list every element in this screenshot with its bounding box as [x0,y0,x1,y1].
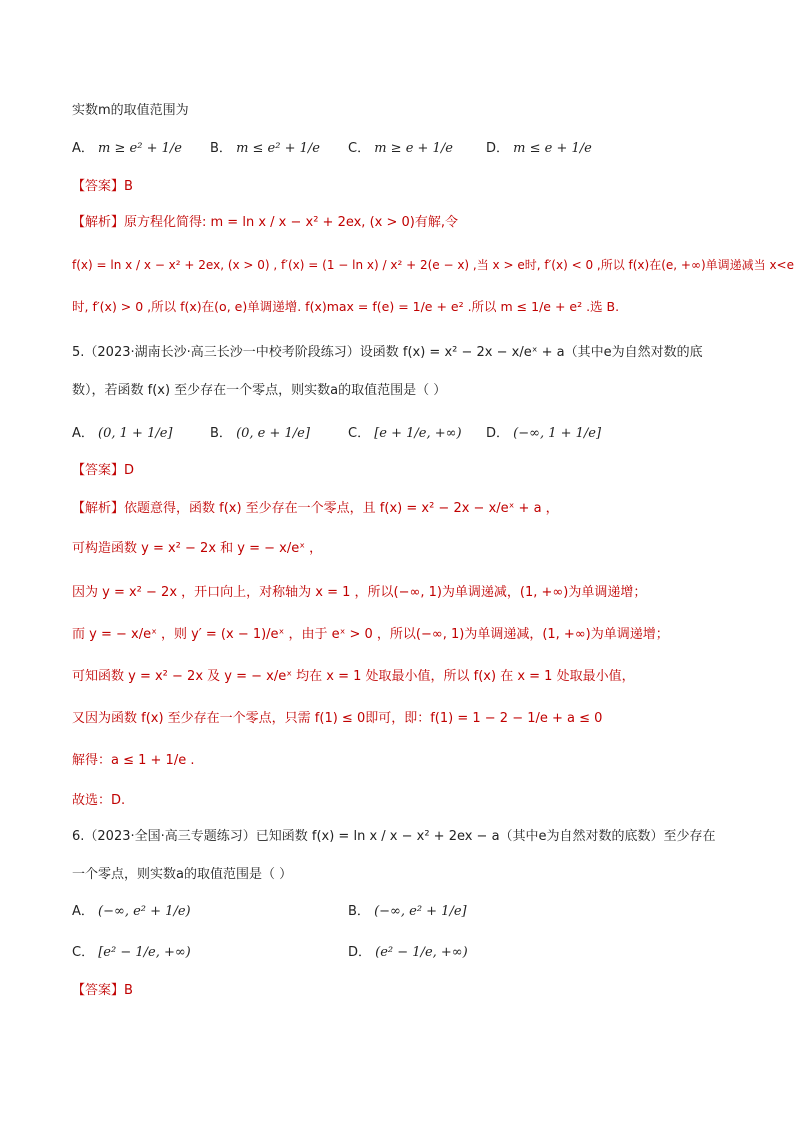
q5-analysis-line-3: 因为 y = x² − 2x ，开口向上，对称轴为 x = 1 ，所以(−∞, 1)为单调递减，(1, +∞)为单调递增； [72,585,647,600]
q4-stem-tail: 实数m的取值范围为 [72,103,189,118]
q6-stem-line-2: 一个零点，则实数a的取值范围是（ ） [72,867,293,882]
q4-option-c: C． m ≥ e + 1/e [348,141,453,156]
q4-answer: 【答案】B [72,179,133,194]
q6-answer: 【答案】B [72,983,133,998]
q5-option-c: C． [e + 1/e, +∞) [348,426,462,441]
q5-stem-line-2: 数），若函数 f(x) 至少存在一个零点，则实数a的取值范围是（ ） [72,383,447,398]
q4-analysis-line-2: f(x) = ln x / x − x² + 2ex, (x > 0) , f′(x) = (1 − ln x) / x² + 2(e − x) ,当 x > e时, f′(x) < 0 ,所以 f(x)在(e, +∞)单调递减当 x<e [72,258,794,272]
q6-option-d: D． (e² − 1/e, +∞) [348,945,468,960]
q4-option-d: D． m ≤ e + 1/e [486,141,592,156]
q4-option-b: B． m ≤ e² + 1/e [210,141,320,156]
q5-stem-line-1: 5.（2023·湖南长沙·高三长沙一中校考阶段练习）设函数 f(x) = x² − 2x − x/eˣ + a（其中e为自然对数的底 [72,345,703,360]
q5-analysis-line-2: 可构造函数 y = x² − 2x 和 y = − x/eˣ ， [72,541,323,556]
q5-analysis-line-8: 故选：D. [72,793,126,808]
q5-analysis-line-6: 又因为函数 f(x) 至少存在一个零点，只需 f(1) ≤ 0即可，即：f(1) = 1 − 2 − 1/e + a ≤ 0 [72,711,603,726]
q4-analysis-line-1: 【解析】原方程化简得: m = ln x / x − x² + 2ex, (x > 0)有解,令 [72,215,458,230]
q5-option-b: B． (0, e + 1/e] [210,426,310,441]
q5-option-d: D． (−∞, 1 + 1/e] [486,426,602,441]
q5-answer: 【答案】D [72,463,135,478]
q6-option-c: C． [e² − 1/e, +∞) [72,945,191,960]
q6-option-b: B． (−∞, e² + 1/e] [348,904,467,919]
q5-analysis-line-7: 解得：a ≤ 1 + 1/e . [72,753,195,768]
q6-stem-line-1: 6.（2023·全国·高三专题练习）已知函数 f(x) = ln x / x − x² + 2ex − a（其中e为自然对数的底数）至少存在 [72,829,716,844]
q5-analysis-line-5: 可知函数 y = x² − 2x 及 y = − x/eˣ 均在 x = 1 处取最小值，所以 f(x) 在 x = 1 处取最小值， [72,669,635,684]
q5-option-a: A． (0, 1 + 1/e] [72,426,173,441]
q5-analysis-line-1: 【解析】依题意得，函数 f(x) 至少存在一个零点，且 f(x) = x² − 2x − x/eˣ + a ， [72,501,559,516]
q4-analysis-line-3: 时, f′(x) > 0 ,所以 f(x)在(o, e)单调递增. f(x)max = f(e) = 1/e + e² .所以 m ≤ 1/e + e² .选 B. [72,299,620,314]
q6-option-a: A． (−∞, e² + 1/e) [72,904,191,919]
q5-analysis-line-4: 而 y = − x/eˣ ，则 y′ = (x − 1)/eˣ ，由于 eˣ > 0 ，所以(−∞, 1)为单调递减，(1, +∞)为单调递增； [72,627,669,642]
q4-option-a: A． m ≥ e² + 1/e [72,141,182,156]
